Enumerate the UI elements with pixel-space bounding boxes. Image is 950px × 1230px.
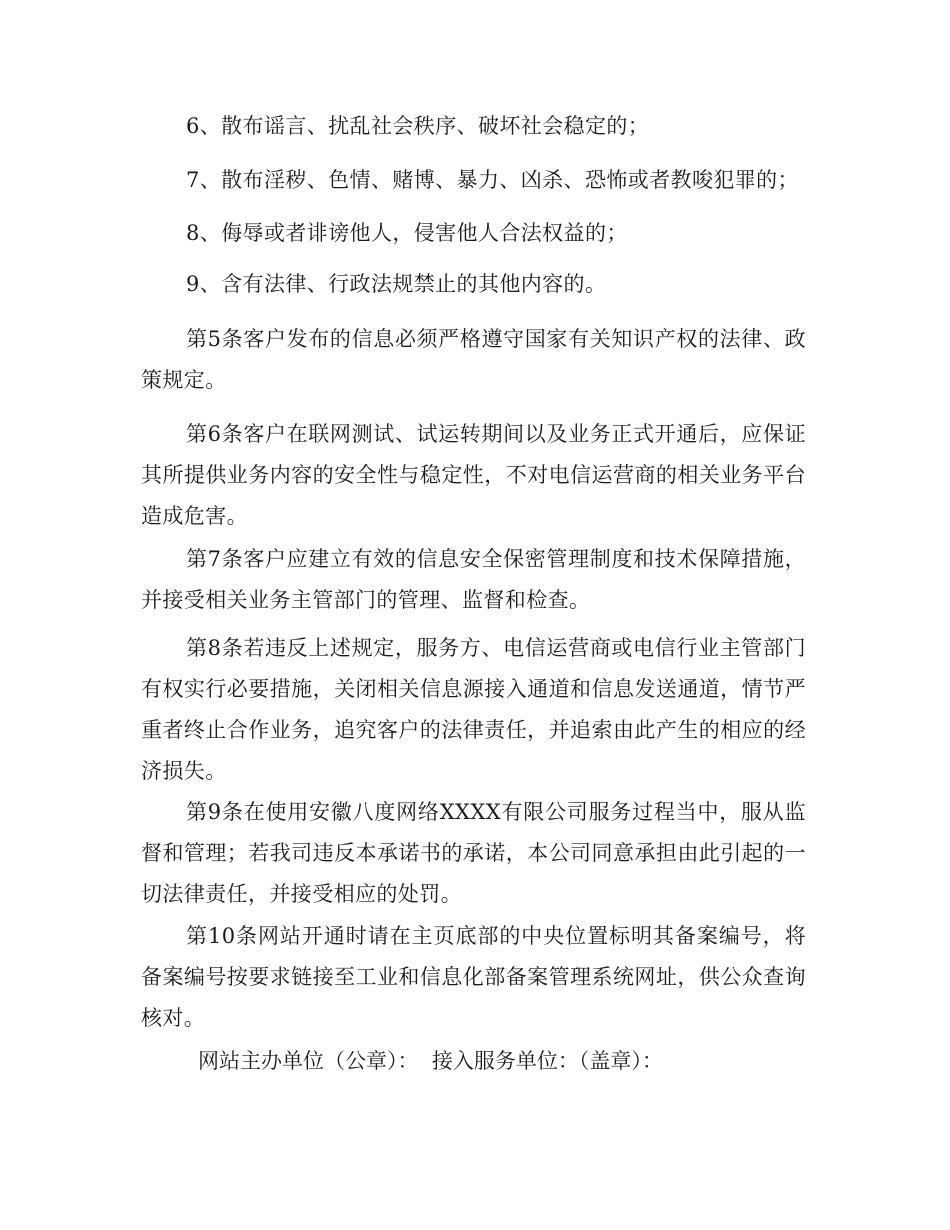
article-8: 第8条若违反上述规定，服务方、电信运营商或电信行业主管部门有权实行必要措施，关闭相关信息源接入通道和信息发送通道，情节严重者终止合作业务，追究客户的法律责任，并追索由此产生的相应的经济损失。 (141, 636, 806, 783)
article-10: 第10条网站开通时请在主页底部的中央位置标明其备案编号，将备案编号按要求链接至工业和信息化部备案管理系统网址，供公众查询核对。 (141, 924, 806, 1030)
article-6: 第6条客户在联网测试、试运转期间以及业务正式开通后，应保证其所提供业务内容的安全性与稳定性，不对电信运营商的相关业务平台造成危害。 (141, 422, 806, 528)
list-item-6: 6、散布谣言、扰乱社会秩序、破坏社会稳定的； (186, 114, 650, 138)
list-item-7: 7、散布淫秽、色情、赌博、暴力、凶杀、恐怖或者教唆犯罪的； (186, 168, 799, 192)
article-7: 第7条客户应建立有效的信息安全保密管理制度和技术保障措施，并接受相关业务主管部门的管理、监督和检查。 (141, 547, 806, 612)
article-9: 第9条在使用安徽八度网络XXXX有限公司服务过程当中，服从监督和管理；若我司违反本承诺书的承诺，本公司同意承担由此引起的一切法律责任，并接受相应的处罚。 (141, 800, 806, 906)
list-item-8: 8、侮辱或者诽谤他人，侵害他人合法权益的； (186, 221, 628, 245)
signature-line: 网站主办单位（公章）： 接入服务单位：（盖章）： (198, 1049, 663, 1073)
list-item-9: 9、含有法律、行政法规禁止的其他内容的。 (186, 272, 607, 296)
article-5: 第5条客户发布的信息必须严格遵守国家有关知识产权的法律、政策规定。 (141, 327, 806, 392)
